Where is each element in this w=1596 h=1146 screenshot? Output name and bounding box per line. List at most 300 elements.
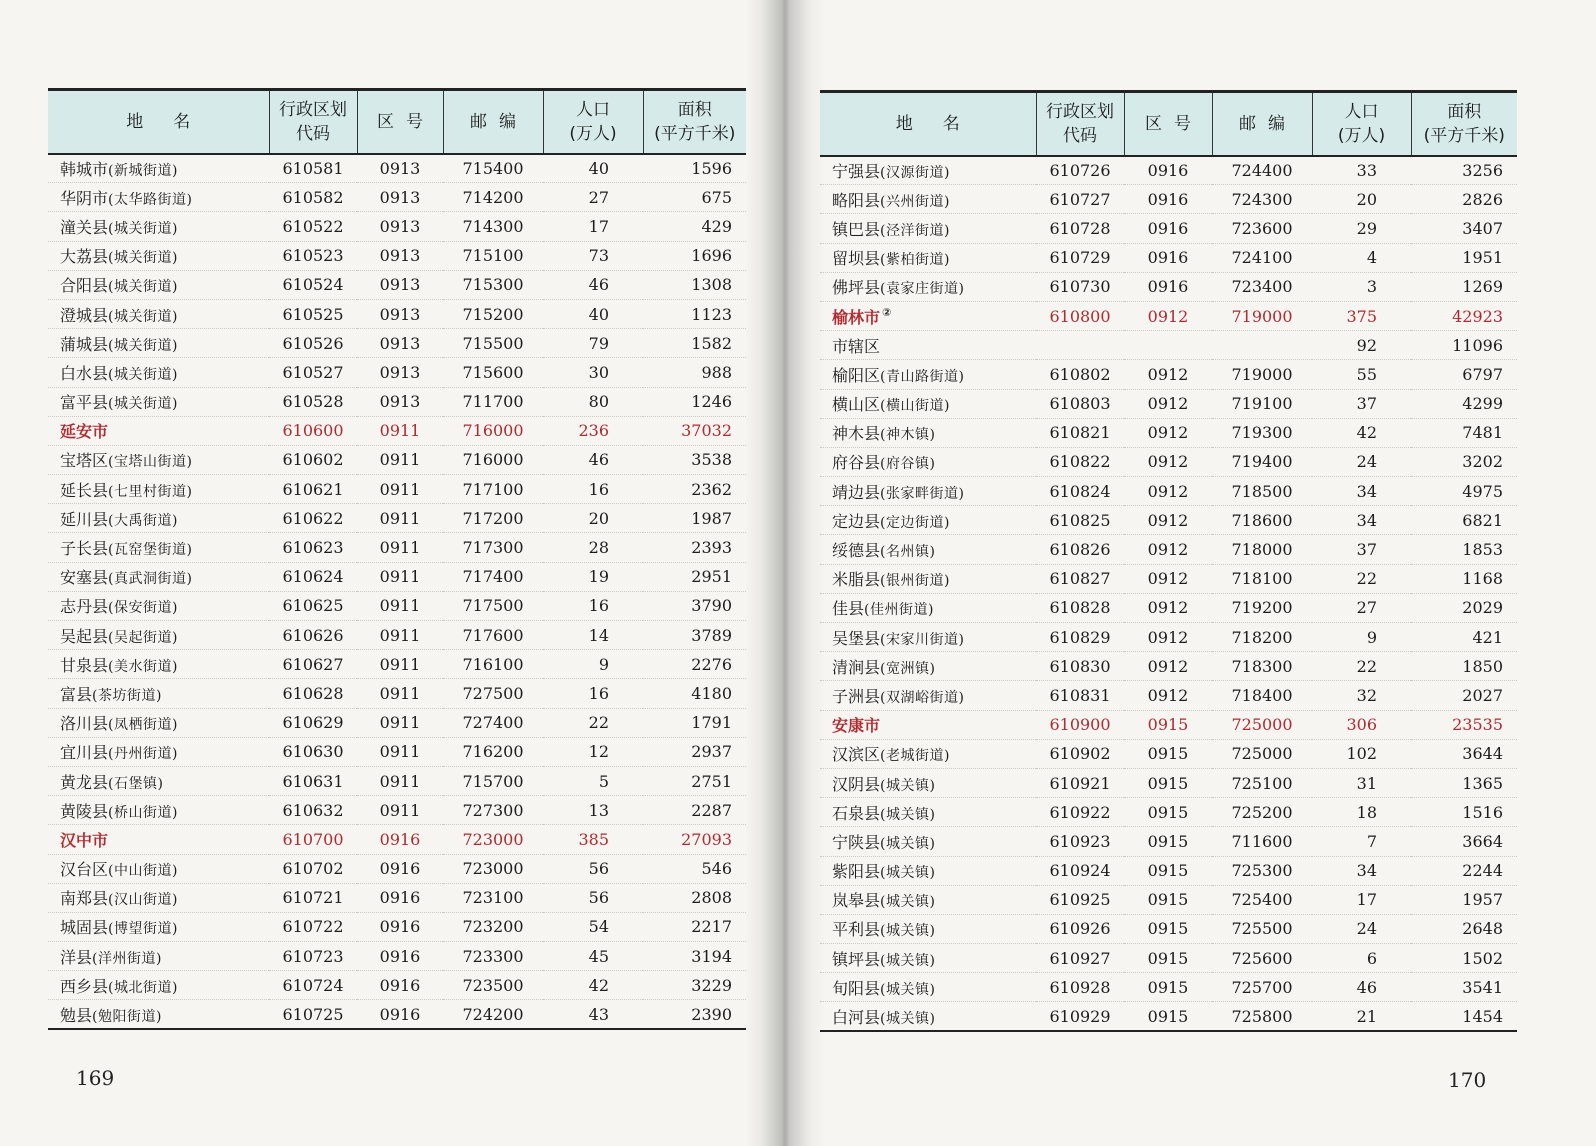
table-row [48,766,746,795]
area-code-cell: 0916 [357,854,443,883]
place-name: 甘泉县 [60,655,109,675]
area-code-cell: 0912 [1124,418,1212,447]
seat-location: (兴州街道) [880,193,950,210]
place-name: 榆林市 [832,307,881,327]
place-name-cell [48,504,269,533]
postcode-cell: 718600 [1212,506,1312,535]
seat-location: (保安街道) [108,600,178,617]
area-sqkm-cell: 3790 [643,591,746,620]
place-name-cell [820,447,1036,476]
postcode-cell: 723000 [443,825,543,854]
place-name-cell [820,593,1036,622]
place-name: 澄城县 [60,305,109,325]
place-name-cell [48,299,269,328]
postcode-cell: 725800 [1212,1002,1312,1031]
population-cell: 9 [543,650,643,679]
area-sqkm-cell: 27093 [643,825,746,854]
place-name-cell [48,475,269,504]
area-sqkm-cell: 2751 [643,766,746,795]
area-code-cell: 0911 [357,679,443,708]
seat-location: (七里村街道) [108,483,193,500]
table-row [48,912,746,941]
seat-location: (城关镇) [880,777,936,794]
place-name-cell [820,885,1036,914]
place-name-cell [820,360,1036,389]
table-row [48,796,746,825]
population-cell: 7 [1312,827,1411,856]
area-sqkm-cell: 2648 [1411,914,1517,943]
place-name: 佛坪县 [832,278,881,298]
place-name: 米脂县 [832,570,881,590]
area-sqkm-cell: 1269 [1411,272,1517,301]
postcode-cell: 719200 [1212,593,1312,622]
postcode-cell: 727500 [443,679,543,708]
seat-location: (洋州街道) [92,950,162,967]
postcode-cell: 725700 [1212,973,1312,1002]
place-name: 府谷县 [832,453,881,473]
place-name: 石泉县 [832,803,881,823]
population-cell: 385 [543,825,643,854]
seat-location: (青山路街道) [880,368,965,385]
population-cell: 32 [1312,681,1411,710]
admin-code-cell: 610800 [1036,301,1124,330]
page-right [790,0,1596,1146]
table-row [48,299,746,328]
header-area-code: 区号 [1124,92,1212,156]
table-row [820,710,1517,739]
postcode-cell: 717600 [443,621,543,650]
postcode-cell: 715100 [443,241,543,270]
place-name: 黄龙县 [60,772,109,792]
seat-location: (城关街道) [108,220,178,237]
table-header-row [48,90,746,154]
seat-location: (桥山街道) [108,804,178,821]
postcode-cell: 717300 [443,533,543,562]
admin-code-cell: 610626 [269,621,357,650]
area-code-cell: 0913 [357,387,443,416]
area-code-cell: 0916 [357,1000,443,1029]
place-name: 略阳县 [832,190,881,210]
area-sqkm-cell: 2390 [643,1000,746,1029]
area-sqkm-cell: 11096 [1411,331,1517,360]
area-code-cell: 0916 [1124,272,1212,301]
place-name: 吴起县 [60,626,109,646]
place-name-cell [48,183,269,212]
admin-code-cell: 610602 [269,445,357,474]
admin-code-cell: 610582 [269,183,357,212]
table-row [48,883,746,912]
table-row [820,739,1517,768]
place-name: 神木县 [832,424,881,444]
area-code-cell: 0912 [1124,389,1212,418]
postcode-cell: 718400 [1212,681,1312,710]
postcode-cell: 727400 [443,708,543,737]
place-name-cell [48,766,269,795]
population-cell: 37 [1312,535,1411,564]
place-name-cell [48,1000,269,1029]
population-cell: 306 [1312,710,1411,739]
table-body-right [820,156,1517,1032]
place-name-cell [48,942,269,971]
postcode-cell: 717200 [443,504,543,533]
place-name: 宝塔区 [60,451,109,471]
table-row [820,885,1517,914]
postcode-cell: 725000 [1212,739,1312,768]
admin-code-cell: 610625 [269,591,357,620]
place-name: 韩城市 [60,159,109,179]
admin-code-cell: 610726 [1036,156,1124,185]
admin-code-cell: 610524 [269,270,357,299]
place-name-cell [820,827,1036,856]
population-cell: 22 [1312,564,1411,593]
place-name: 旬阳县 [832,978,881,998]
postcode-cell: 725300 [1212,856,1312,885]
place-name: 紫阳县 [832,862,881,882]
area-code-cell: 0912 [1124,477,1212,506]
area-code-cell: 0915 [1124,944,1212,973]
admin-code-cell: 610722 [269,912,357,941]
seat-location: (茶坊街道) [92,687,162,704]
seat-location: (美水街道) [108,658,178,675]
area-code-cell: 0916 [1124,243,1212,272]
area-code-cell: 0912 [1124,681,1212,710]
place-name-cell [48,241,269,270]
area-code-cell: 0911 [357,416,443,445]
area-code-cell: 0916 [1124,185,1212,214]
place-name-cell [48,387,269,416]
table-row [48,183,746,212]
table-row [820,272,1517,301]
postcode-cell: 711700 [443,387,543,416]
population-cell: 40 [543,299,643,328]
population-cell: 45 [543,942,643,971]
admin-code-cell [1036,331,1124,360]
admin-code-cell: 610632 [269,796,357,825]
population-cell: 40 [543,154,643,183]
table-row [820,156,1517,185]
area-sqkm-cell: 3194 [643,942,746,971]
area-sqkm-cell: 3407 [1411,214,1517,243]
table-row [48,591,746,620]
population-cell: 21 [1312,1002,1411,1031]
admin-code-cell: 610724 [269,971,357,1000]
area-sqkm-cell: 3256 [1411,156,1517,185]
area-sqkm-cell: 1246 [643,387,746,416]
table-row [820,447,1517,476]
place-name-cell [820,301,1036,330]
admin-code-cell: 610621 [269,475,357,504]
area-sqkm-cell: 4299 [1411,389,1517,418]
population-cell: 3 [1312,272,1411,301]
place-name-cell [48,825,269,854]
table-row [48,562,746,591]
table-row [820,798,1517,827]
seat-location: (吴起街道) [108,629,178,646]
admin-code-cell: 610624 [269,562,357,591]
area-sqkm-cell: 2808 [643,883,746,912]
admin-code-cell: 610831 [1036,681,1124,710]
area-code-cell: 0915 [1124,710,1212,739]
postcode-cell: 716000 [443,445,543,474]
table-row [820,535,1517,564]
place-name: 安康市 [832,716,881,736]
area-code-cell: 0915 [1124,798,1212,827]
seat-location: (横山街道) [880,398,950,415]
postcode-cell: 714200 [443,183,543,212]
seat-location: (老城街道) [880,748,950,765]
area-code-cell: 0911 [357,504,443,533]
area-sqkm-cell: 429 [643,212,746,241]
area-code-cell: 0915 [1124,827,1212,856]
place-name: 平利县 [832,920,881,940]
population-cell: 19 [543,562,643,591]
table-row [820,856,1517,885]
seat-location: (丹州街道) [108,746,178,763]
admin-code-cell: 610922 [1036,798,1124,827]
admin-code-cell: 610702 [269,854,357,883]
area-code-cell: 0912 [1124,564,1212,593]
population-cell: 43 [543,1000,643,1029]
place-name: 子长县 [60,539,109,559]
seat-location: (城关街道) [108,366,178,383]
area-code-cell: 0915 [1124,856,1212,885]
gazetteer-table-left [48,88,746,1030]
admin-code-cell: 610721 [269,883,357,912]
area-code-cell: 0912 [1124,447,1212,476]
population-cell: 55 [1312,360,1411,389]
area-sqkm-cell: 1791 [643,708,746,737]
table-row [48,358,746,387]
seat-location: (城关镇) [880,923,936,940]
place-name-cell [820,914,1036,943]
place-name: 汉中市 [60,830,109,850]
area-code-cell: 0912 [1124,506,1212,535]
place-name-cell [820,389,1036,418]
table-row [820,243,1517,272]
area-sqkm-cell: 1582 [643,329,746,358]
area-code-cell: 0915 [1124,768,1212,797]
area-sqkm-cell: 2276 [643,650,746,679]
seat-location: (城关镇) [880,952,936,969]
place-name-cell [820,739,1036,768]
population-cell: 12 [543,737,643,766]
admin-code-cell: 610828 [1036,593,1124,622]
population-cell: 46 [543,445,643,474]
area-sqkm-cell: 546 [643,854,746,883]
place-name: 黄陵县 [60,801,109,821]
postcode-cell: 723200 [443,912,543,941]
table-row [48,445,746,474]
table-row [48,737,746,766]
admin-code-cell: 610802 [1036,360,1124,389]
place-name-cell [820,944,1036,973]
place-name: 绥德县 [832,541,881,561]
admin-code-cell: 610628 [269,679,357,708]
area-sqkm-cell: 42923 [1411,301,1517,330]
place-name-cell [820,272,1036,301]
area-code-cell: 0916 [357,883,443,912]
table-row [820,301,1517,330]
postcode-cell: 717400 [443,562,543,591]
area-code-cell: 0916 [357,912,443,941]
place-name-cell [820,710,1036,739]
admin-code-cell: 610826 [1036,535,1124,564]
table-row [48,854,746,883]
admin-code-cell: 610522 [269,212,357,241]
place-name: 横山区 [832,395,881,415]
area-sqkm-cell: 2937 [643,737,746,766]
area-sqkm-cell: 6821 [1411,506,1517,535]
place-name: 吴堡县 [832,628,881,648]
place-name: 西乡县 [60,976,109,996]
postcode-cell: 717100 [443,475,543,504]
area-code-cell: 0915 [1124,914,1212,943]
seat-location: (汉源街道) [880,164,950,181]
place-name-cell [48,591,269,620]
area-code-cell: 0916 [357,942,443,971]
area-sqkm-cell: 3664 [1411,827,1517,856]
place-name-cell [820,652,1036,681]
place-name-cell [820,331,1036,360]
area-sqkm-cell: 23535 [1411,710,1517,739]
table-row [48,1000,746,1029]
area-code-cell: 0913 [357,154,443,183]
gazetteer-table-right [820,90,1517,1032]
postcode-cell: 725500 [1212,914,1312,943]
admin-code-cell: 610600 [269,416,357,445]
seat-location: (大禹街道) [108,512,178,529]
table-row [820,623,1517,652]
population-cell: 92 [1312,331,1411,360]
postcode-cell: 723300 [443,942,543,971]
area-sqkm-cell: 3644 [1411,739,1517,768]
table-body-left [48,154,746,1030]
area-code-cell: 0916 [1124,214,1212,243]
place-name: 蒲城县 [60,334,109,354]
admin-code-cell: 610527 [269,358,357,387]
population-cell: 27 [543,183,643,212]
seat-location: (城关镇) [880,1010,936,1027]
table-row [48,241,746,270]
area-sqkm-cell: 1696 [643,241,746,270]
postcode-cell: 714300 [443,212,543,241]
place-name: 白水县 [60,363,109,383]
area-code-cell: 0912 [1124,360,1212,389]
population-cell: 34 [1312,477,1411,506]
place-name: 宜川县 [60,743,109,763]
area-code-cell: 0916 [357,971,443,1000]
population-cell: 20 [1312,185,1411,214]
admin-code-cell: 610928 [1036,973,1124,1002]
place-name: 延安市 [60,422,109,442]
place-name-cell [48,416,269,445]
place-name-cell [48,445,269,474]
population-cell: 375 [1312,301,1411,330]
table-row [48,650,746,679]
table-row [820,593,1517,622]
place-name: 岚皋县 [832,891,881,911]
place-name: 子洲县 [832,686,881,706]
population-cell: 28 [543,533,643,562]
place-name: 白河县 [832,1007,881,1027]
place-name: 延川县 [60,509,109,529]
place-name-cell [48,533,269,562]
area-sqkm-cell: 1502 [1411,944,1517,973]
area-code-cell: 0915 [1124,885,1212,914]
admin-code-cell: 610902 [1036,739,1124,768]
postcode-cell: 719300 [1212,418,1312,447]
area-code-cell: 0911 [357,737,443,766]
area-code-cell: 0911 [357,766,443,795]
seat-location: (凤栖街道) [108,717,178,734]
area-sqkm-cell: 6797 [1411,360,1517,389]
table-row [48,708,746,737]
area-code-cell: 0916 [357,825,443,854]
area-sqkm-cell: 4975 [1411,477,1517,506]
place-name: 潼关县 [60,217,109,237]
seat-location: (勉阳街道) [92,1008,162,1025]
place-name-cell [48,621,269,650]
admin-code-cell: 610926 [1036,914,1124,943]
population-cell: 56 [543,883,643,912]
seat-location: (城关街道) [108,250,178,267]
table-row [48,212,746,241]
admin-code-cell: 610924 [1036,856,1124,885]
postcode-cell: 727300 [443,796,543,825]
admin-code-cell: 610528 [269,387,357,416]
seat-location: (中山街道) [108,863,178,880]
population-cell: 6 [1312,944,1411,973]
population-cell: 102 [1312,739,1411,768]
population-cell: 4 [1312,243,1411,272]
population-cell: 42 [1312,418,1411,447]
table-row [48,942,746,971]
area-code-cell: 0911 [357,708,443,737]
postcode-cell [1212,331,1312,360]
seat-location: (博望街道) [108,921,178,938]
seat-location: (真武洞街道) [108,571,193,588]
population-cell: 46 [1312,973,1411,1002]
postcode-cell: 724200 [443,1000,543,1029]
seat-location: (新城街道) [108,162,178,179]
place-name: 宁强县 [832,161,881,181]
seat-location: (城关镇) [880,865,936,882]
place-name-cell [820,156,1036,185]
area-sqkm-cell: 3789 [643,621,746,650]
place-name: 市辖区 [832,336,881,356]
population-cell: 17 [1312,885,1411,914]
seat-location: (宋家川街道) [880,631,965,648]
population-cell: 37 [1312,389,1411,418]
postcode-cell: 715300 [443,270,543,299]
place-name-cell [48,679,269,708]
header-area-sqkm: 面积 (平方千米) [643,90,746,154]
place-name-cell [820,768,1036,797]
table-row [820,360,1517,389]
postcode-cell: 719000 [1212,301,1312,330]
place-name: 宁陕县 [832,832,881,852]
place-name: 汉滨区 [832,745,881,765]
area-code-cell: 0911 [357,533,443,562]
place-name-cell [820,856,1036,885]
table-row [820,418,1517,447]
place-name: 洋县 [60,947,93,967]
area-sqkm-cell: 1123 [643,299,746,328]
table-row [820,827,1517,856]
place-name-cell [820,506,1036,535]
population-cell: 27 [1312,593,1411,622]
table-row [820,768,1517,797]
